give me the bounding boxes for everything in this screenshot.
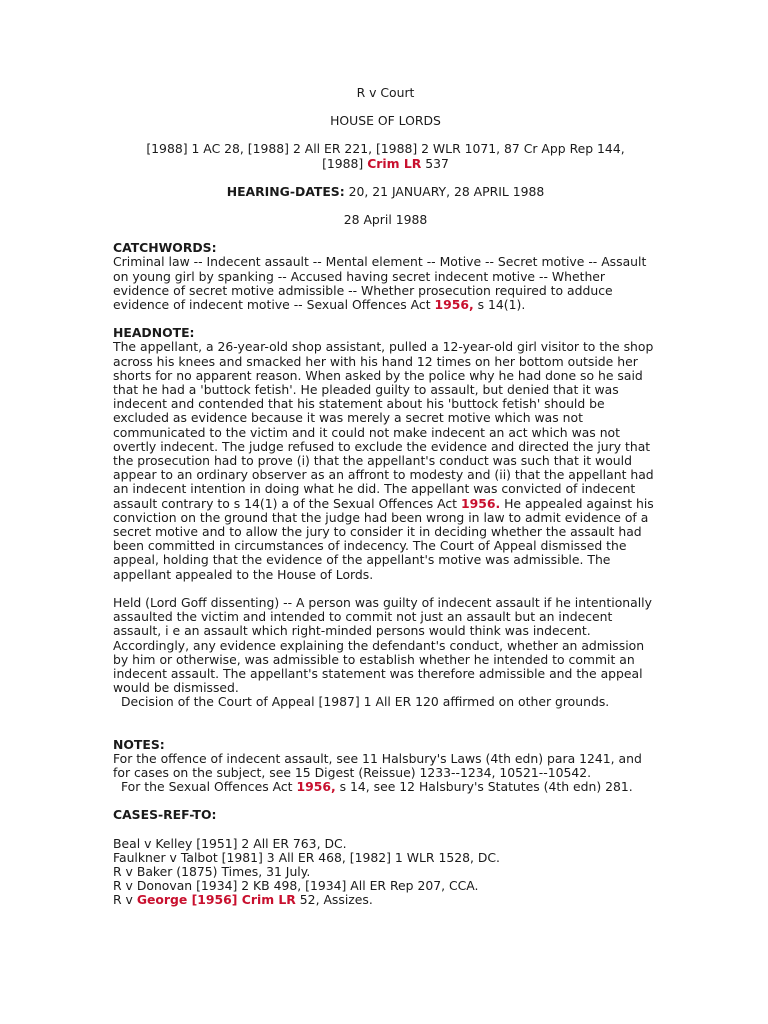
headnote-heading: HEADNOTE:: [113, 325, 195, 341]
case-name: R v Court: [356, 85, 415, 100]
citations-line-2-prefix: [1988]: [322, 155, 368, 171]
judgment-date: 28 April 1988: [343, 212, 428, 228]
citations: [113, 142, 658, 170]
headnote-paragraph-3: Decision of the Court of Appeal [1987] 1 All ER 120 affirmed on other grounds.: [121, 694, 610, 710]
headnote-paragraph-2: Held (Lord Goff dissenting) -- A person was guilty of indecent assault if he intentionally assaulted the victim and intended to commit not just an assault but an indecent assault, i e an assault which right-minded persons would think was indecent. Accordingly, any evidence explaining the defendant's conduct, whether an admission by him or otherwise, was admissible to establish whether he intended to commit an indecent assault. The appellant's statement was therefore admissible and the appeal would be dismissed.: [113, 594, 652, 696]
court-name: HOUSE OF LORDS: [330, 113, 441, 129]
notes-act-link[interactable]: 1956,: [296, 779, 336, 795]
notes-para2-after: s 14, see 12 Halsbury's Statutes (4th edn) 281.: [335, 779, 633, 795]
catchwords-act-link[interactable]: 1956,: [434, 297, 474, 313]
case-ref-last-suffix: 52, Assizes.: [295, 892, 373, 908]
headnote-paragraph-1: [113, 340, 658, 581]
hearing-dates-value: 20, 21 JANUARY, 28 APRIL 1988: [344, 183, 545, 199]
case-ref-item: R v Donovan [1934] 2 KB 498, [1934] All ER Rep 207, CCA.: [113, 878, 479, 894]
headnote-act-link[interactable]: 1956.: [460, 495, 501, 511]
catchwords-heading: CATCHWORDS:: [113, 240, 217, 256]
crim-lr-link[interactable]: Crim LR: [367, 155, 422, 171]
headnote-para1-after: He appealed against his conviction on the ground that the judge had been wrong in law to admit evidence of a secret motive and to allow the jury to consider it in deciding whether the assault had been committed in circumstances of indecency. The Court of Appeal dismissed the appeal, holding that the evidence of the appellant's motive was admissible. The appellant appealed to the House of Lords.: [113, 495, 654, 582]
citations-line-2: [113, 157, 658, 171]
notes-para2-before: For the Sexual Offences Act: [121, 779, 297, 795]
notes-paragraph-2: [113, 780, 658, 794]
catchwords-text-before: Criminal law -- Indecent assault -- Mental element -- Motive -- Secret motive -- Assault on young girl by spanking -- Accused having secret indecent motive -- Whether evidence of secret motive admissible -- Whether prosecution required to adduce evidence of indecent motive -- Sexual Offences Act: [113, 254, 647, 313]
case-ref-item: R v Baker (1875) Times, 31 July.: [113, 863, 311, 879]
cases-ref-heading: CASES-REF-TO:: [113, 807, 217, 823]
cases-ref-list: [113, 837, 658, 908]
case-ref-last-prefix: R v: [113, 892, 137, 908]
notes-paragraph-1: For the offence of indecent assault, see 11 Halsbury's Laws (4th edn) para 1241, and for cases on the subject, see 15 Digest (Reissue) 1233--1234, 10521--10542.: [113, 750, 642, 780]
headnote-para1-before: The appellant, a 26-year-old shop assistant, pulled a 12-year-old girl visitor to the shop across his knees and smacked her with his hand 12 times on her bottom outside her shorts for no apparent reason. When asked by the police why he had done so he said that he had a 'buttock fetish'. He pleaded guilty to assault, but denied that it was indecent and contended that his statement about his 'buttock fetish' should be excluded as evidence because it was merely a secret motive which was not communicated to the victim and it could not make indecent an act which was not overtly indecent. The judge refused to exclude the evidence and directed the jury that the prosecution had to prove (i) that the appellant's conduct was such that it would appear to an ordinary observer as an affront to modesty and (ii) that the appellant had an indecent intention in doing what he did. The appellant was convicted of indecent assault contrary to s 14(1) a of the Sexual Offences Act: [113, 339, 654, 511]
hearing-dates: [113, 185, 658, 199]
notes-section: [113, 738, 658, 795]
hearing-dates-label: HEARING-DATES:: [226, 183, 345, 199]
case-ref-item: Beal v Kelley [1951] 2 All ER 763, DC.: [113, 835, 347, 851]
catchwords-text-after: s 14(1).: [473, 297, 526, 313]
citations-line-1: [1988] 1 AC 28, [1988] 2 All ER 221, [1988] 2 WLR 1071, 87 Cr App Rep 144,: [146, 141, 625, 157]
george-case-link[interactable]: George [1956] Crim LR: [136, 892, 296, 908]
notes-heading: NOTES:: [113, 736, 165, 752]
catchwords-text: [113, 255, 658, 312]
case-ref-item: Faulkner v Talbot [1981] 3 All ER 468, [1982] 1 WLR 1528, DC.: [113, 849, 500, 865]
cases-ref-section: [113, 808, 658, 907]
case-ref-item: [113, 893, 658, 907]
catchwords-section: [113, 241, 658, 312]
headnote-section: [113, 326, 658, 709]
citations-line-2-suffix: 537: [421, 155, 449, 171]
document-body: [113, 86, 658, 908]
